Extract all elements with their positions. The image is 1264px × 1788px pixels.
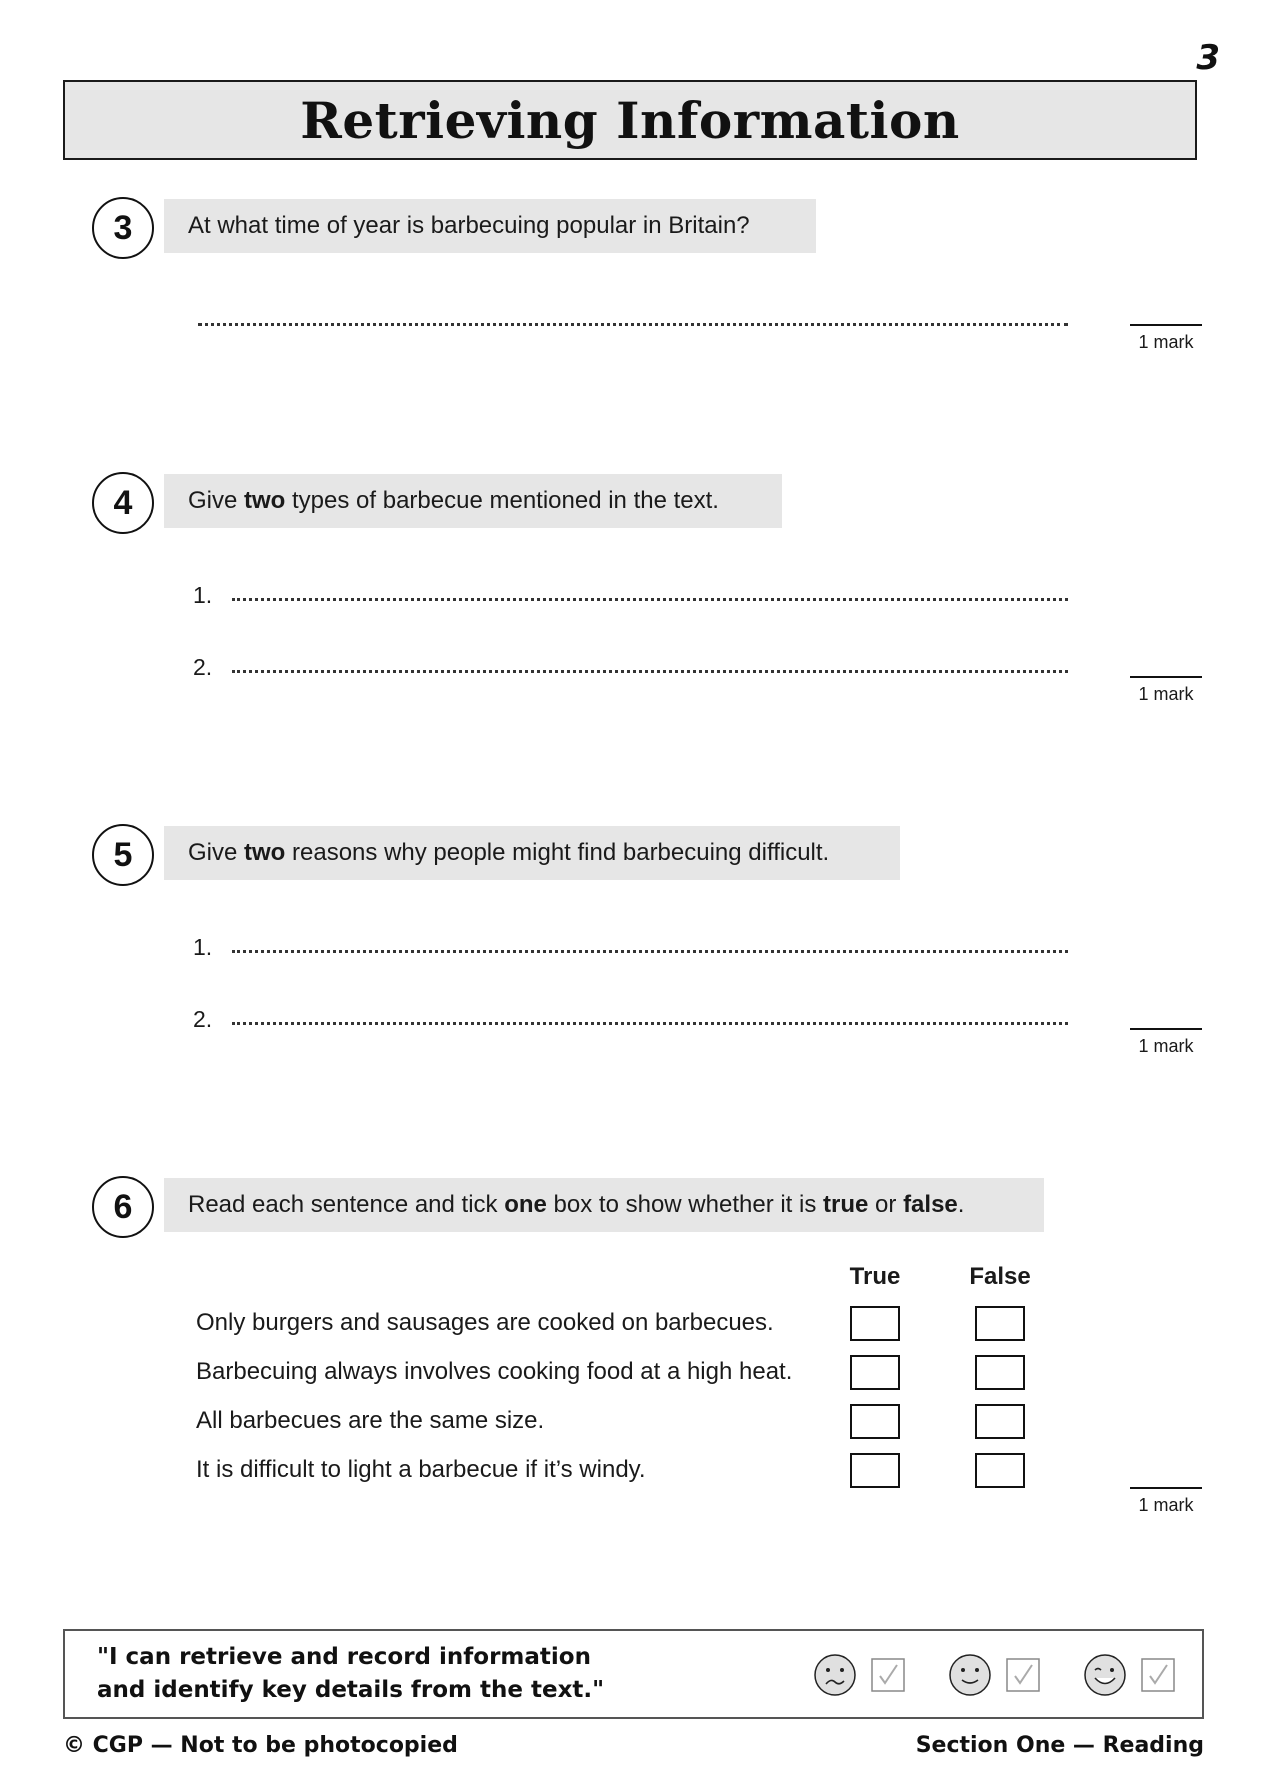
- question-3-prompt: [164, 199, 816, 253]
- question-6-mark-rule: [1130, 1487, 1202, 1489]
- question-6-text-2: one: [504, 1191, 547, 1218]
- question-6-mark: 1 mark: [1138, 1495, 1194, 1515]
- statement-3-true-checkbox[interactable]: [850, 1404, 900, 1439]
- question-4-number: 4: [92, 472, 154, 534]
- happy-checkbox-icon[interactable]: [1141, 1658, 1175, 1692]
- question-4-answer-1-line[interactable]: [232, 598, 1068, 601]
- question-6-text-6: false: [903, 1191, 958, 1218]
- statement-1-false-checkbox[interactable]: [975, 1306, 1025, 1341]
- question-4-answer-2-line[interactable]: [232, 670, 1068, 673]
- question-5-mark-rule: [1130, 1028, 1202, 1030]
- question-4-answer-2-label: 2.: [193, 654, 213, 680]
- question-5-answer-2-label: 2.: [193, 1006, 213, 1032]
- statement-3: All barbecues are the same size.: [196, 1407, 545, 1434]
- copyright-notice: © CGP — Not to be photocopied: [63, 1733, 458, 1758]
- question-3-mark: 1 mark: [1138, 332, 1194, 352]
- question-6-text-1: Read each sentence and tick: [188, 1191, 505, 1218]
- happy-face-icon[interactable]: [1083, 1653, 1127, 1697]
- question-4-mark: 1 mark: [1138, 684, 1194, 704]
- question-3-mark-rule: [1130, 324, 1202, 326]
- question-3-answer-line[interactable]: [198, 323, 1068, 326]
- statement-4-false-checkbox[interactable]: [975, 1453, 1025, 1488]
- question-4-mark-rule: [1130, 676, 1202, 678]
- question-5-text-post: reasons why people might find barbecuing difficult.: [285, 839, 830, 866]
- statement-1: Only burgers and sausages are cooked on barbecues.: [196, 1309, 774, 1336]
- neutral-checkbox-icon[interactable]: [1006, 1658, 1040, 1692]
- question-6-text-7: .: [957, 1191, 965, 1218]
- question-6-number: 6: [92, 1176, 154, 1238]
- statement-1-true-checkbox[interactable]: [850, 1306, 900, 1341]
- sad-face-icon[interactable]: [813, 1653, 857, 1697]
- statement-2-true-checkbox[interactable]: [850, 1355, 900, 1390]
- statement-4-true-checkbox[interactable]: [850, 1453, 900, 1488]
- statement-3-false-checkbox[interactable]: [975, 1404, 1025, 1439]
- self-assessment-box: [63, 1629, 1204, 1719]
- question-3-text: At what time of year is barbecuing popular in Britain?: [188, 212, 750, 239]
- question-5-prompt: [164, 826, 900, 880]
- statement-4: It is difficult to light a barbecue if it’s windy.: [196, 1456, 646, 1483]
- question-4-text-pre: Give: [188, 487, 245, 514]
- question-6-text-3: box to show whether it is: [546, 1191, 824, 1218]
- question-5-answer-1-label: 1.: [193, 934, 213, 960]
- section-label: Section One — Reading: [915, 1733, 1204, 1758]
- self-assessment-quote-line-1: "I can retrieve and record information: [97, 1644, 591, 1670]
- self-assessment-quote-line-2: and identify key details from the text.": [97, 1677, 605, 1703]
- title-bar: [63, 80, 1197, 160]
- column-header-false: False: [969, 1263, 1031, 1290]
- question-5-mark: 1 mark: [1138, 1036, 1194, 1056]
- question-5-text-pre: Give: [188, 839, 245, 866]
- statement-2: Barbecuing always involves cooking food at a high heat.: [196, 1358, 793, 1385]
- question-6-text-5: or: [868, 1191, 904, 1218]
- question-6-prompt: [164, 1178, 1044, 1232]
- self-assessment-quote: [97, 1641, 604, 1707]
- question-5-number: 5: [92, 824, 154, 886]
- neutral-face-icon[interactable]: [948, 1653, 992, 1697]
- question-5-answer-2-line[interactable]: [232, 1022, 1068, 1025]
- sad-checkbox-icon[interactable]: [871, 1658, 905, 1692]
- question-4-answer-1-label: 1.: [193, 582, 213, 608]
- question-3-number: 3: [92, 197, 154, 259]
- page-number: 3: [1196, 38, 1220, 78]
- question-6-text-4: true: [823, 1191, 869, 1218]
- question-4-text-bold: two: [244, 487, 286, 514]
- question-5-text-bold: two: [244, 839, 286, 866]
- question-5-answer-1-line[interactable]: [232, 950, 1068, 953]
- question-4-prompt: [164, 474, 782, 528]
- page-title: Retrieving Information: [300, 90, 960, 150]
- column-header-true: True: [849, 1263, 901, 1290]
- question-4-text-post: types of barbecue mentioned in the text.: [285, 487, 719, 514]
- statement-2-false-checkbox[interactable]: [975, 1355, 1025, 1390]
